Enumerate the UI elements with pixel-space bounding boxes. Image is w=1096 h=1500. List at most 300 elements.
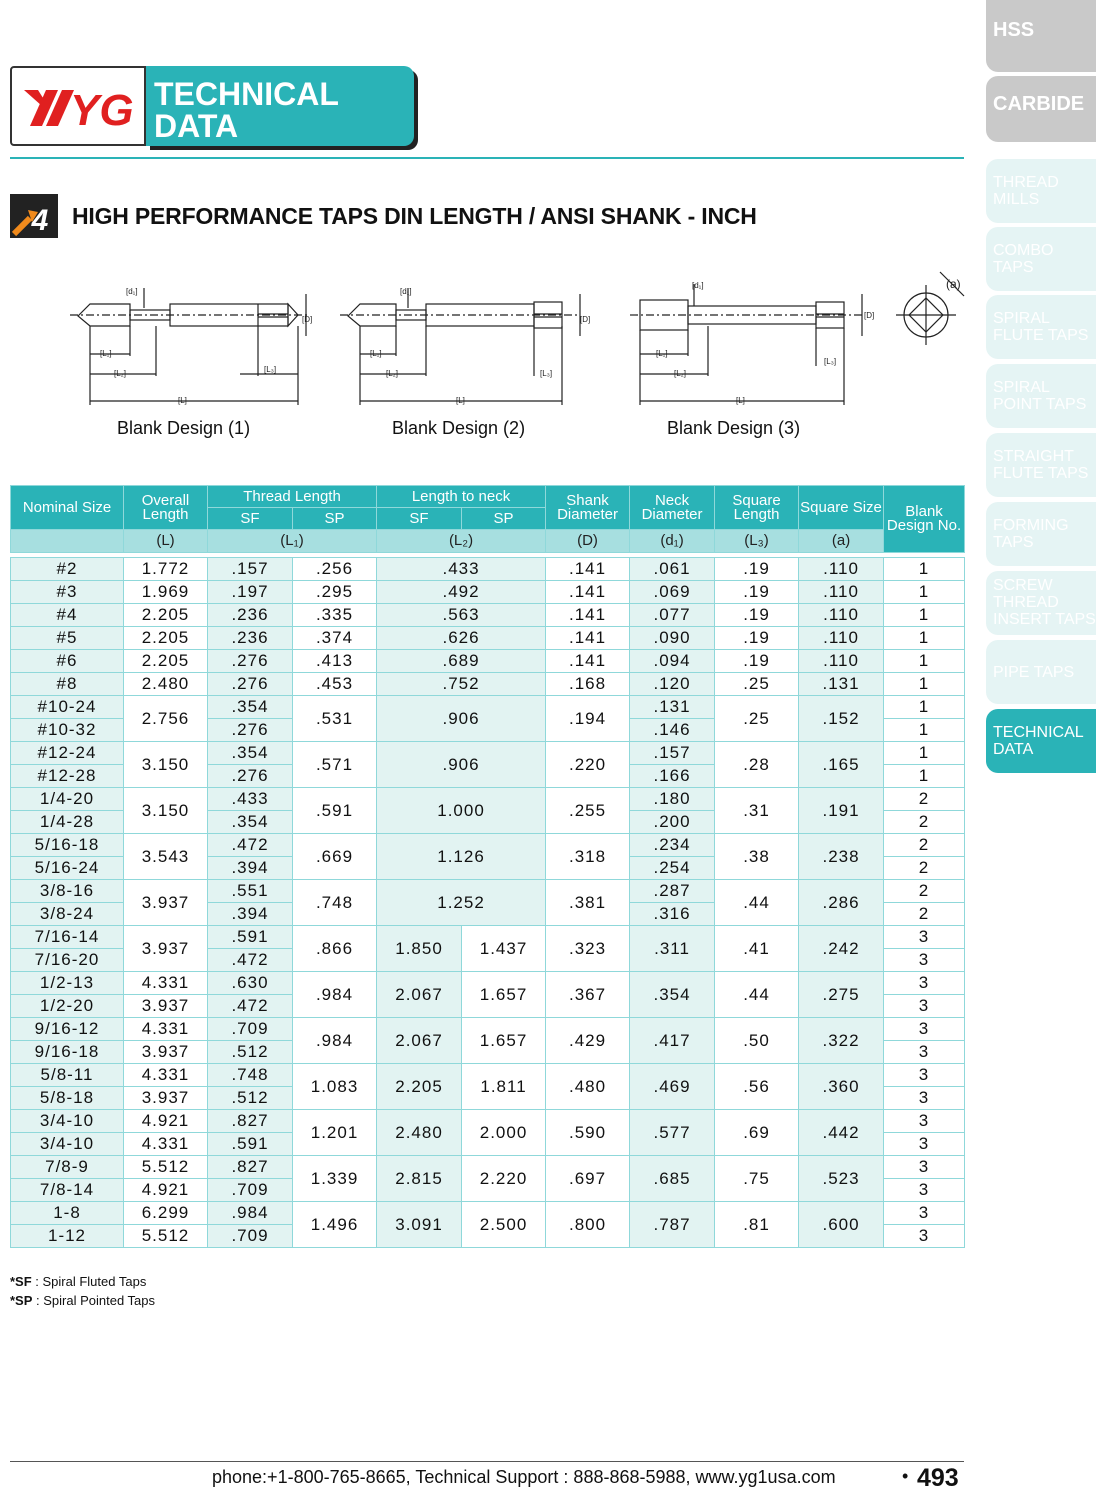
cell-overall: 2.205 xyxy=(124,604,208,627)
cell-blank: 3 xyxy=(884,1110,965,1133)
cell-size: #12-28 xyxy=(11,765,124,788)
cell-overall: 4.331 xyxy=(124,1018,208,1041)
cell-sf: .472 xyxy=(208,995,293,1018)
cell-neck-dia: .120 xyxy=(630,673,715,696)
cell-sp: .531 xyxy=(293,696,377,742)
header-rule xyxy=(10,157,964,159)
cell-blank: 3 xyxy=(884,949,965,972)
cell-size: #2 xyxy=(11,558,124,581)
sym-d1: (d₁) xyxy=(630,530,715,553)
cell-sq-size: .322 xyxy=(799,1018,884,1064)
cell-neck-dia: .061 xyxy=(630,558,715,581)
cell-overall: 2.205 xyxy=(124,650,208,673)
col-neck-sf: SF xyxy=(377,508,462,530)
cell-blank: 2 xyxy=(884,903,965,926)
col-neck-sp: SP xyxy=(462,508,546,530)
cell-neck-dia: .090 xyxy=(630,627,715,650)
spec-table-body xyxy=(11,553,965,1248)
cell-l2-sf: 2.480 xyxy=(377,1110,462,1156)
cell-shank: .381 xyxy=(546,880,630,926)
cell-overall: 4.921 xyxy=(124,1110,208,1133)
cell-size: 3/8-16 xyxy=(11,880,124,903)
cell-neck-dia: .311 xyxy=(630,926,715,972)
cell-sf: .984 xyxy=(208,1202,293,1225)
side-tab-pipe-taps[interactable]: PIPE TAPS xyxy=(986,640,1096,704)
footnote-key: *SP xyxy=(10,1293,33,1308)
cell-overall: 4.921 xyxy=(124,1179,208,1202)
cell-sq-len: .56 xyxy=(715,1064,799,1110)
cell-l2-sp: 1.657 xyxy=(462,972,546,1018)
cell-shank: .141 xyxy=(546,627,630,650)
cell-sf: .236 xyxy=(208,604,293,627)
cell-sp: 1.201 xyxy=(293,1110,377,1156)
cell-blank: 3 xyxy=(884,1133,965,1156)
label-L2: [L₂] xyxy=(386,369,398,378)
cell-shank: .367 xyxy=(546,972,630,1018)
header-badge xyxy=(10,66,414,150)
sym-L3: (L₃) xyxy=(715,530,799,553)
cell-sf: .551 xyxy=(208,880,293,903)
cell-shank: .255 xyxy=(546,788,630,834)
cell-blank: 2 xyxy=(884,788,965,811)
cell-l2: .433 xyxy=(377,558,546,581)
table-row xyxy=(11,604,965,627)
col-square-length: Square Length xyxy=(715,486,799,530)
cell-blank: 2 xyxy=(884,834,965,857)
cell-sf: .394 xyxy=(208,903,293,926)
cell-sf: .472 xyxy=(208,949,293,972)
cell-size: 9/16-18 xyxy=(11,1041,124,1064)
spec-table-header xyxy=(11,486,965,553)
cell-overall: 2.205 xyxy=(124,627,208,650)
col-nominal-size: Nominal Size xyxy=(11,486,124,530)
col-square-size: Square Size xyxy=(799,486,884,530)
label-L3: [L₃] xyxy=(264,365,277,374)
cell-sq-len: .41 xyxy=(715,926,799,972)
cell-blank: 3 xyxy=(884,995,965,1018)
cell-sq-size: .110 xyxy=(799,581,884,604)
cell-blank: 1 xyxy=(884,581,965,604)
cell-sq-len: .19 xyxy=(715,604,799,627)
cell-size: #6 xyxy=(11,650,124,673)
cell-sq-size: .131 xyxy=(799,673,884,696)
cell-blank: 1 xyxy=(884,742,965,765)
cell-l2-sf: 2.067 xyxy=(377,972,462,1018)
cell-size: #10-32 xyxy=(11,719,124,742)
cell-overall: 2.480 xyxy=(124,673,208,696)
cell-neck-dia: .685 xyxy=(630,1156,715,1202)
cell-size: 1/4-20 xyxy=(11,788,124,811)
label-d1: [d₁] xyxy=(692,281,704,290)
cell-size: #3 xyxy=(11,581,124,604)
cell-overall: 2.756 xyxy=(124,696,208,742)
cell-sp: .669 xyxy=(293,834,377,880)
cell-sf: .354 xyxy=(208,742,293,765)
col-thread-length: Thread Length xyxy=(208,486,377,508)
cell-sq-len: .19 xyxy=(715,627,799,650)
cell-size: 3/4-10 xyxy=(11,1110,124,1133)
table-row xyxy=(11,1156,965,1179)
table-row xyxy=(11,742,965,765)
cell-shank: .141 xyxy=(546,604,630,627)
side-tab-combo-taps[interactable]: COMBO TAPS xyxy=(986,227,1096,291)
label-L3: [L₃] xyxy=(824,357,837,366)
cell-sf: .276 xyxy=(208,765,293,788)
sym-D: (D) xyxy=(546,530,630,553)
side-tab-straight-flute-taps[interactable]: STRAIGHT FLUTE TAPS xyxy=(986,433,1096,497)
cell-sp: .984 xyxy=(293,972,377,1018)
cell-sq-len: .44 xyxy=(715,880,799,926)
footnote-sp xyxy=(10,1291,155,1310)
cell-blank: 1 xyxy=(884,627,965,650)
cell-neck-dia: .157 xyxy=(630,742,715,765)
cell-neck-dia: .077 xyxy=(630,604,715,627)
cell-size: 5/8-18 xyxy=(11,1087,124,1110)
cell-l2: 1.126 xyxy=(377,834,546,880)
header-title xyxy=(146,66,414,146)
cell-l2-sp: 1.811 xyxy=(462,1064,546,1110)
cell-sf: .472 xyxy=(208,834,293,857)
side-tab-technical-data[interactable]: TECHNICAL DATA xyxy=(986,709,1096,773)
diagram-caption-2: Blank Design (2) xyxy=(392,418,526,438)
table-row xyxy=(11,1064,965,1087)
cell-size: 9/16-12 xyxy=(11,1018,124,1041)
cell-blank: 3 xyxy=(884,1018,965,1041)
cell-sp: .295 xyxy=(293,581,377,604)
footnote-text: : Spiral Fluted Taps xyxy=(31,1274,147,1289)
cell-sq-size: .275 xyxy=(799,972,884,1018)
side-tab-thread-mills[interactable]: THREAD MILLS xyxy=(986,159,1096,223)
cell-blank: 3 xyxy=(884,972,965,995)
cell-sp: 1.496 xyxy=(293,1202,377,1248)
cell-sf: .748 xyxy=(208,1064,293,1087)
cell-blank: 1 xyxy=(884,604,965,627)
footnote-text: : Spiral Pointed Taps xyxy=(32,1293,156,1308)
cell-sq-len: .50 xyxy=(715,1018,799,1064)
cell-neck-dia: .166 xyxy=(630,765,715,788)
cell-sf: .709 xyxy=(208,1018,293,1041)
cell-neck-dia: .316 xyxy=(630,903,715,926)
cell-sf: .709 xyxy=(208,1225,293,1248)
cell-sq-size: .110 xyxy=(799,650,884,673)
cell-sq-len: .19 xyxy=(715,650,799,673)
cell-neck-dia: .146 xyxy=(630,719,715,742)
table-row xyxy=(11,696,965,719)
cell-sp: .571 xyxy=(293,742,377,788)
cell-overall: 1.969 xyxy=(124,581,208,604)
table-row xyxy=(11,581,965,604)
cell-size: 1/4-28 xyxy=(11,811,124,834)
cell-sp: 1.083 xyxy=(293,1064,377,1110)
sym-L2: (L₂) xyxy=(377,530,546,553)
cell-shank: .141 xyxy=(546,650,630,673)
cell-overall: 5.512 xyxy=(124,1225,208,1248)
cell-sp: .866 xyxy=(293,926,377,972)
cell-neck-dia: .469 xyxy=(630,1064,715,1110)
cell-blank: 1 xyxy=(884,673,965,696)
cell-sq-size: .191 xyxy=(799,788,884,834)
cell-neck-dia: .180 xyxy=(630,788,715,811)
cell-sp: .335 xyxy=(293,604,377,627)
cell-sf: .827 xyxy=(208,1156,293,1179)
cell-overall: 3.150 xyxy=(124,788,208,834)
cell-l2-sp: 1.437 xyxy=(462,926,546,972)
cell-size: 7/16-20 xyxy=(11,949,124,972)
table-row xyxy=(11,673,965,696)
label-L3: [L₃] xyxy=(540,369,553,378)
sym-a: (a) xyxy=(799,530,884,553)
cell-sf: .827 xyxy=(208,1110,293,1133)
col-thread-sp: SP xyxy=(293,508,377,530)
cell-neck-dia: .254 xyxy=(630,857,715,880)
cell-l2-sp: 2.220 xyxy=(462,1156,546,1202)
cell-sf: .157 xyxy=(208,558,293,581)
cell-l2: .689 xyxy=(377,650,546,673)
cell-sq-len: .28 xyxy=(715,742,799,788)
section-number-icon xyxy=(10,194,58,238)
footer-rule xyxy=(10,1461,964,1462)
cell-sq-len: .81 xyxy=(715,1202,799,1248)
cell-blank: 2 xyxy=(884,811,965,834)
footnote-sf xyxy=(10,1272,155,1291)
cell-sf: .276 xyxy=(208,650,293,673)
cell-shank: .168 xyxy=(546,673,630,696)
table-row xyxy=(11,558,965,581)
table-row xyxy=(11,834,965,857)
cell-neck-dia: .787 xyxy=(630,1202,715,1248)
cell-sf: .354 xyxy=(208,811,293,834)
yg-logo-mark xyxy=(12,68,144,144)
cell-shank: .141 xyxy=(546,558,630,581)
cell-sp: .413 xyxy=(293,650,377,673)
cell-sf: .433 xyxy=(208,788,293,811)
section-number: 4 xyxy=(31,204,49,237)
cell-shank: .323 xyxy=(546,926,630,972)
cell-blank: 3 xyxy=(884,1179,965,1202)
label-L1: [L₁] xyxy=(370,349,382,358)
cell-sf: .276 xyxy=(208,673,293,696)
side-tab-spiral-point-taps[interactable]: SPIRAL POINT TAPS xyxy=(986,364,1096,428)
cell-sp: .984 xyxy=(293,1018,377,1064)
cell-neck-dia: .577 xyxy=(630,1110,715,1156)
cell-sq-size: .242 xyxy=(799,926,884,972)
side-tab-carbide[interactable]: CARBIDE xyxy=(986,76,1096,142)
footer-bullet-icon: • xyxy=(902,1466,909,1486)
cell-l2: .752 xyxy=(377,673,546,696)
label-d1: [d₁] xyxy=(400,287,412,296)
cell-sf: .354 xyxy=(208,696,293,719)
cell-blank: 3 xyxy=(884,926,965,949)
cell-sf: .709 xyxy=(208,1179,293,1202)
cell-neck-dia: .069 xyxy=(630,581,715,604)
cell-sf: .591 xyxy=(208,926,293,949)
cell-overall: 3.937 xyxy=(124,926,208,972)
cell-sq-len: .69 xyxy=(715,1110,799,1156)
cell-overall: 4.331 xyxy=(124,972,208,995)
diagram-caption-3: Blank Design (3) xyxy=(667,418,801,438)
cell-size: 7/8-14 xyxy=(11,1179,124,1202)
cell-neck-dia: .131 xyxy=(630,696,715,719)
diagram-caption-1: Blank Design (1) xyxy=(117,418,251,438)
cell-sp: .748 xyxy=(293,880,377,926)
side-tab-forming-taps[interactable]: FORMING TAPS xyxy=(986,502,1096,566)
sym-L1: (L₁) xyxy=(208,530,377,553)
cell-size: 5/16-18 xyxy=(11,834,124,857)
cell-shank: .429 xyxy=(546,1018,630,1064)
cell-shank: .194 xyxy=(546,696,630,742)
cell-sp: 1.339 xyxy=(293,1156,377,1202)
header-title-line1: TECHNICAL xyxy=(154,76,339,112)
cell-l2-sp: 2.500 xyxy=(462,1202,546,1248)
cell-size: #10-24 xyxy=(11,696,124,719)
spec-table xyxy=(10,485,965,1248)
table-row xyxy=(11,627,965,650)
cell-neck-dia: .354 xyxy=(630,972,715,1018)
cell-sq-size: .110 xyxy=(799,604,884,627)
cell-l2-sf: 3.091 xyxy=(377,1202,462,1248)
cell-sq-size: .152 xyxy=(799,696,884,742)
table-row xyxy=(11,926,965,949)
cell-size: 1-8 xyxy=(11,1202,124,1225)
blank-design-2-drawing xyxy=(340,270,600,415)
cell-sp: .591 xyxy=(293,788,377,834)
cell-blank: 1 xyxy=(884,765,965,788)
blank-design-1-drawing xyxy=(70,270,330,415)
label-L: [L] xyxy=(736,396,745,405)
cell-size: 3/4-10 xyxy=(11,1133,124,1156)
cell-size: #4 xyxy=(11,604,124,627)
cell-blank: 1 xyxy=(884,696,965,719)
side-tab-screw-thread-insert-taps[interactable]: SCREW THREAD INSERT TAPS xyxy=(986,571,1096,635)
label-L1: [L₁] xyxy=(656,349,668,358)
cell-l2: .906 xyxy=(377,742,546,788)
cell-l2-sf: 1.850 xyxy=(377,926,462,972)
table-row xyxy=(11,1018,965,1041)
cell-size: #8 xyxy=(11,673,124,696)
cell-sq-size: .286 xyxy=(799,880,884,926)
cell-blank: 3 xyxy=(884,1156,965,1179)
col-nominal-blank xyxy=(11,530,124,553)
table-row xyxy=(11,1202,965,1225)
table-row xyxy=(11,972,965,995)
cell-overall: 6.299 xyxy=(124,1202,208,1225)
cell-sf: .591 xyxy=(208,1133,293,1156)
cell-sq-len: .31 xyxy=(715,788,799,834)
yg-logo xyxy=(10,66,146,146)
cell-sq-len: .75 xyxy=(715,1156,799,1202)
label-d1: [d₁] xyxy=(126,287,138,296)
cell-overall: 4.331 xyxy=(124,1064,208,1087)
label-D: [D] xyxy=(864,311,875,320)
cell-overall: 4.331 xyxy=(124,1133,208,1156)
cell-overall: 3.937 xyxy=(124,1087,208,1110)
cell-l2: .626 xyxy=(377,627,546,650)
cell-sf: .394 xyxy=(208,857,293,880)
side-tab-hss[interactable]: HSS xyxy=(986,0,1096,72)
label-L2: [L₂] xyxy=(114,369,126,378)
cell-sp: .374 xyxy=(293,627,377,650)
cell-size: #12-24 xyxy=(11,742,124,765)
cell-neck-dia: .200 xyxy=(630,811,715,834)
cell-sq-len: .19 xyxy=(715,581,799,604)
cell-overall: 1.772 xyxy=(124,558,208,581)
col-overall-length: Overall Length xyxy=(124,486,208,530)
cell-sf: .512 xyxy=(208,1087,293,1110)
cell-sf: .236 xyxy=(208,627,293,650)
table-row xyxy=(11,650,965,673)
cell-shank: .590 xyxy=(546,1110,630,1156)
side-tab-spiral-flute-taps[interactable]: SPIRAL FLUTE TAPS xyxy=(986,295,1096,359)
footnotes xyxy=(10,1272,155,1310)
col-length-to-neck: Length to neck xyxy=(377,486,546,508)
cell-size: 1-12 xyxy=(11,1225,124,1248)
cell-size: 5/16-24 xyxy=(11,857,124,880)
cell-shank: .318 xyxy=(546,834,630,880)
cell-sq-size: .600 xyxy=(799,1202,884,1248)
footnote-key: *SF xyxy=(10,1274,32,1289)
label-L1: [L₁] xyxy=(100,349,112,358)
cell-neck-dia: .417 xyxy=(630,1018,715,1064)
cell-sq-size: .442 xyxy=(799,1110,884,1156)
section-title: HIGH PERFORMANCE TAPS DIN LENGTH / ANSI SHANK - INCH xyxy=(72,203,757,229)
blank-design-3-drawing xyxy=(626,270,966,415)
cell-blank: 3 xyxy=(884,1064,965,1087)
cell-sq-size: .165 xyxy=(799,742,884,788)
table-row xyxy=(11,788,965,811)
cell-sq-len: .44 xyxy=(715,972,799,1018)
cell-sq-size: .110 xyxy=(799,558,884,581)
cell-neck-dia: .287 xyxy=(630,880,715,903)
cell-l2-sf: 2.205 xyxy=(377,1064,462,1110)
cell-overall: 3.937 xyxy=(124,880,208,926)
logo-text: YG xyxy=(70,86,134,135)
table-row xyxy=(11,1110,965,1133)
cell-size: 7/16-14 xyxy=(11,926,124,949)
cell-blank: 3 xyxy=(884,1041,965,1064)
label-L: [L] xyxy=(456,396,465,405)
label-L2: [L₂] xyxy=(674,369,686,378)
cell-sq-len: .19 xyxy=(715,558,799,581)
cell-neck-dia: .094 xyxy=(630,650,715,673)
footer-contact: phone:+1-800-765-8665, Technical Support : 888-868-5988, www.yg1usa.com xyxy=(212,1467,836,1487)
cell-sq-size: .523 xyxy=(799,1156,884,1202)
cell-size: 1/2-13 xyxy=(11,972,124,995)
cell-sp: .256 xyxy=(293,558,377,581)
col-blank-design: Blank Design No. xyxy=(884,486,965,553)
cell-shank: .220 xyxy=(546,742,630,788)
cell-blank: 2 xyxy=(884,880,965,903)
cell-size: 7/8-9 xyxy=(11,1156,124,1179)
cell-blank: 3 xyxy=(884,1225,965,1248)
cell-overall: 3.937 xyxy=(124,1041,208,1064)
cell-size: 3/8-24 xyxy=(11,903,124,926)
col-neck-diameter: Neck Diameter xyxy=(630,486,715,530)
cell-size: 1/2-20 xyxy=(11,995,124,1018)
cell-l2-sp: 2.000 xyxy=(462,1110,546,1156)
cell-l2-sf: 2.067 xyxy=(377,1018,462,1064)
cell-l2: .492 xyxy=(377,581,546,604)
cell-shank: .141 xyxy=(546,581,630,604)
cell-l2: .563 xyxy=(377,604,546,627)
cell-sq-size: .360 xyxy=(799,1064,884,1110)
cell-l2-sf: 2.815 xyxy=(377,1156,462,1202)
label-a: (a) xyxy=(946,277,961,291)
cell-blank: 3 xyxy=(884,1087,965,1110)
cell-overall: 5.512 xyxy=(124,1156,208,1179)
col-thread-sf: SF xyxy=(208,508,293,530)
cell-shank: .697 xyxy=(546,1156,630,1202)
label-D: [D] xyxy=(302,315,313,324)
